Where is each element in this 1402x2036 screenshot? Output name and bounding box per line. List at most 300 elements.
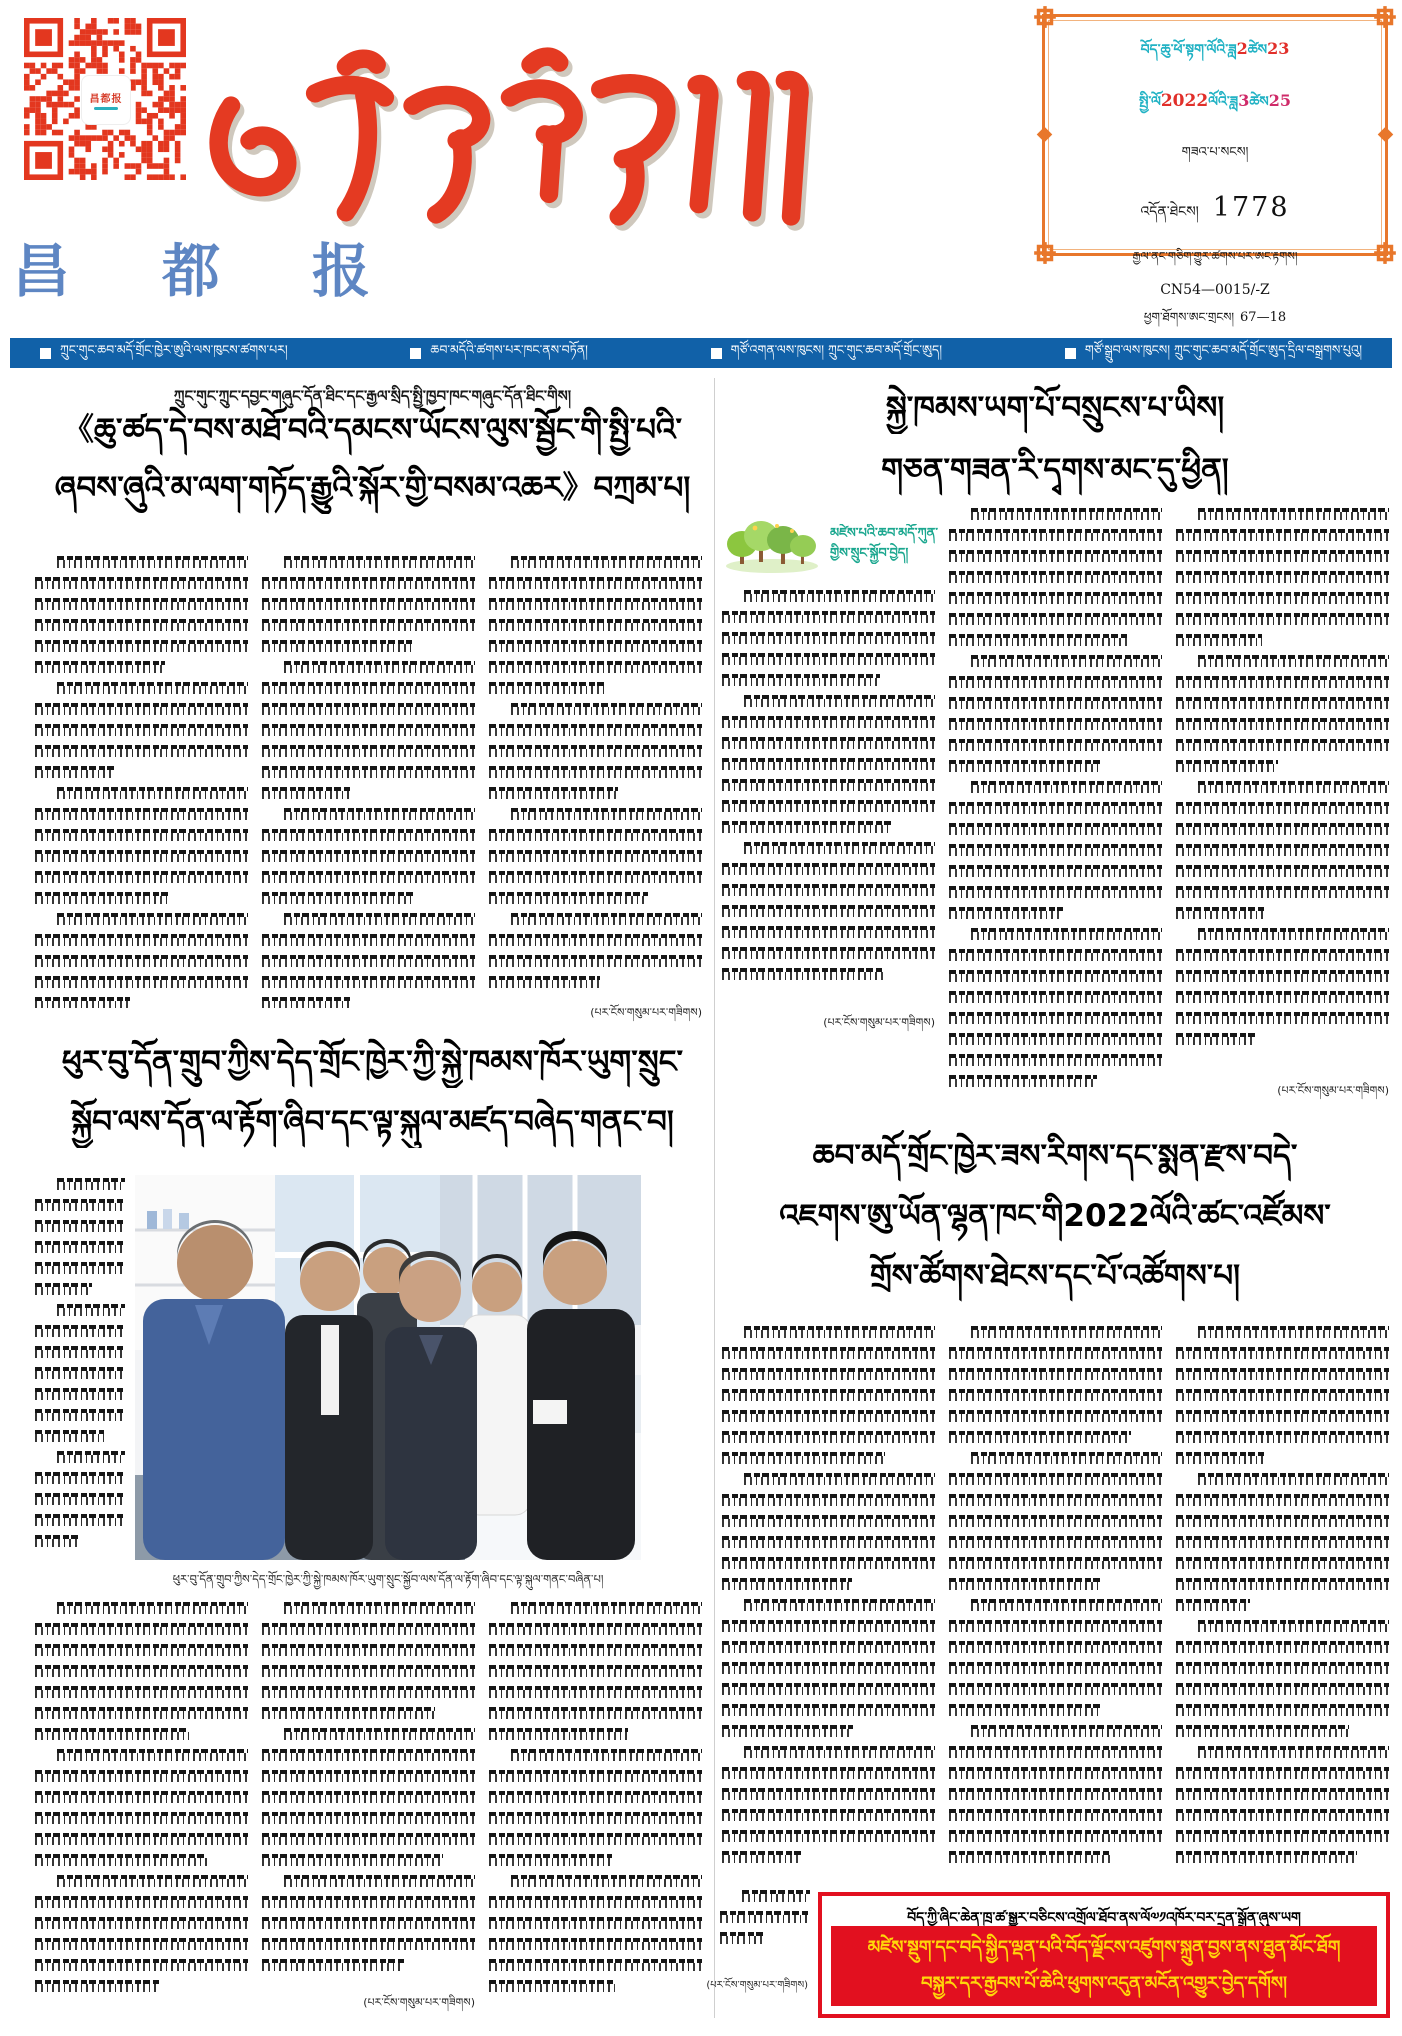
simulated-tibetan-text-line [722, 1389, 935, 1401]
simulated-tibetan-text-line [489, 934, 702, 946]
inspection-photo-illustration [135, 1175, 641, 1560]
banner-yellow-line2: བསྐྱར་དར་རྒྱབས་པོ་ཆེའི་ཕུགས་འདུན་མངོན་འགྱུར་བྱེད་དགོས། [921, 1973, 1287, 1994]
simulated-tibetan-text-line [35, 1262, 125, 1274]
gregorian-mid1: ལོའི་ཟླ [1208, 94, 1239, 110]
simulated-tibetan-text-line [35, 724, 248, 736]
simulated-tibetan-text-line [949, 1536, 1162, 1548]
simulated-tibetan-text-line [35, 1514, 125, 1526]
simulated-tibetan-text-line [1176, 1452, 1266, 1464]
simulated-tibetan-text-line [489, 1707, 702, 1719]
simulated-tibetan-text-line [262, 1749, 475, 1761]
simulated-tibetan-text-line [722, 905, 935, 917]
simulated-tibetan-text-line [35, 976, 248, 988]
simulated-tibetan-text-line [262, 682, 475, 694]
simulated-tibetan-text-line [262, 1665, 475, 1677]
simulated-tibetan-text-line [722, 1557, 935, 1569]
simulated-tibetan-text-line [1176, 760, 1278, 772]
simulated-paragraph [1176, 781, 1389, 919]
simulated-paragraph [949, 781, 1162, 919]
gregorian-date-line [1045, 85, 1385, 125]
simulated-tibetan-text-line [511, 913, 702, 925]
simulated-tibetan-text-line [489, 892, 648, 904]
simulated-tibetan-text-line [35, 892, 169, 904]
simulated-tibetan-text-line [971, 781, 1162, 793]
simulated-tibetan-text-line [35, 1241, 125, 1253]
info-bar-label: ཀྲུང་གུང་ཆབ་མདོ་གྲོང་ཁྱེར་ཨུའི་ལས་ཁུངས་ཚགས་པར། [60, 341, 288, 357]
simulated-tibetan-text-line [1176, 1494, 1389, 1506]
simulated-tibetan-text-line [489, 1686, 702, 1698]
simulated-tibetan-text-line [262, 1854, 443, 1866]
simulated-tibetan-text-line [57, 1749, 248, 1761]
simulated-paragraph [35, 1875, 248, 1992]
simulated-tibetan-text-line [1176, 739, 1389, 751]
simulated-tibetan-text-line [1176, 1767, 1389, 1779]
simulated-paragraph [720, 1890, 810, 1944]
simulated-tibetan-text-line [35, 1409, 125, 1421]
simulated-tibetan-text-line [949, 907, 1063, 919]
simulated-tibetan-text-line [489, 871, 702, 883]
simulated-tibetan-text-line [35, 640, 248, 652]
simulated-paragraph [1176, 928, 1389, 1045]
simulated-tibetan-text-line [949, 592, 1162, 604]
simulated-tibetan-text-line [722, 1536, 935, 1548]
simulated-tibetan-text-line [1176, 1704, 1389, 1716]
article-b-body-column-2 [262, 1602, 475, 1988]
simulated-tibetan-text-line [489, 766, 702, 778]
simulated-tibetan-text-line [1176, 1578, 1389, 1590]
simulated-tibetan-text-line [949, 1620, 1162, 1632]
simulated-tibetan-text-line [722, 737, 935, 749]
postal-label: ཕྱག་ཐོགས་ཨང་གྲངས། [1143, 310, 1235, 324]
simulated-tibetan-text-line [1198, 1746, 1389, 1758]
simulated-tibetan-text-line [35, 934, 248, 946]
simulated-tibetan-text-line [489, 1623, 702, 1635]
article-b-body-column-1 [35, 1602, 248, 2012]
banner-red-box [831, 1926, 1377, 2006]
simulated-tibetan-text-line [35, 766, 114, 778]
simulated-tibetan-text-line [1176, 949, 1389, 961]
simulated-tibetan-text-line [1176, 1536, 1389, 1548]
simulated-tibetan-text-line [35, 1535, 80, 1547]
simulated-tibetan-text-line [722, 1767, 935, 1779]
simulated-tibetan-text-line [722, 1704, 935, 1716]
photo-caption: ཕུར་བུ་དོན་གྲུབ་ཀྱིས་དེད་གྲོང་ཁྱེར་ཀྱི་སྐྱེ་ཁམས་ཁོར་ཡུག་སྲུང་སྐྱོབ་ལས་དོན་ལ་རྟོག་ཞིབ་དང་ལྟ་སྐུལ་གནང་བཞིན་པ། [172, 1572, 604, 1586]
simulated-tibetan-text-line [744, 590, 935, 602]
tibetan-date-prefix: བོད་ཆུ་ཕོ་སྟག་ལོའི་ཟླ [1140, 42, 1237, 58]
article-a-body-column-1 [35, 556, 248, 1008]
simulated-tibetan-text-line [1198, 508, 1389, 520]
simulated-tibetan-text-line [1176, 1683, 1389, 1695]
simulated-tibetan-text-line [489, 745, 702, 757]
simulated-tibetan-text-line [262, 1791, 475, 1803]
article-b-side-column [35, 1178, 125, 1558]
simulated-tibetan-text-line [35, 1220, 125, 1232]
simulated-tibetan-text-line [1176, 634, 1262, 646]
simulated-tibetan-text-line [489, 850, 702, 862]
simulated-tibetan-text-line [1176, 571, 1389, 583]
simulated-tibetan-text-line [262, 997, 350, 1008]
simulated-tibetan-text-line [35, 1854, 207, 1866]
square-bullet-icon [410, 348, 421, 359]
simulated-tibetan-text-line [57, 1875, 248, 1887]
simulated-tibetan-text-line [971, 1599, 1162, 1611]
simulated-tibetan-text-line [722, 1851, 802, 1863]
simulated-tibetan-text-line [949, 1389, 1162, 1401]
simulated-tibetan-text-line [949, 1473, 1162, 1485]
simulated-tibetan-text-line [971, 1725, 1162, 1737]
simulated-tibetan-text-line [722, 779, 935, 791]
simulated-tibetan-text-line [57, 787, 248, 799]
simulated-tibetan-text-line [971, 655, 1162, 667]
simulated-tibetan-text-line [722, 1662, 935, 1674]
simulated-paragraph [35, 556, 248, 673]
simulated-tibetan-text-line [949, 1662, 1162, 1674]
simulated-paragraph [722, 1746, 935, 1863]
simulated-tibetan-text-line [722, 884, 935, 896]
simulated-tibetan-text-line [1176, 865, 1389, 877]
gregorian-prefix: སྤྱི་ལོ [1138, 94, 1161, 110]
green-trees-icon [722, 512, 822, 576]
simulated-tibetan-text-line [949, 760, 1102, 772]
simulated-tibetan-text-line [489, 1791, 702, 1803]
column-divider-rule [714, 378, 715, 2018]
simulated-tibetan-text-line [1176, 613, 1389, 625]
masthead-info-bar [10, 338, 1392, 368]
simulated-tibetan-text-line [949, 1851, 1111, 1863]
simulated-tibetan-text-line [1176, 1515, 1389, 1527]
simulated-paragraph [262, 556, 475, 652]
simulated-tibetan-text-line [35, 1728, 189, 1740]
simulated-tibetan-text-line [1198, 1620, 1389, 1632]
simulated-tibetan-text-line [949, 802, 1162, 814]
simulated-tibetan-text-line [722, 947, 935, 959]
simulated-tibetan-text-line [949, 949, 1162, 961]
info-bar-item-sponsor [1065, 336, 1362, 371]
simulated-tibetan-text-line [1176, 1641, 1389, 1653]
simulated-tibetan-text-line [949, 1788, 1162, 1800]
issue-info-box [1042, 14, 1388, 325]
simulated-tibetan-text-line [949, 1368, 1162, 1380]
simulated-tibetan-text-line [1176, 823, 1389, 835]
simulated-tibetan-text-line [35, 619, 248, 631]
article-d-headline-line3: གྲོས་ཚོགས་ཐེངས་དང་པོ་འཚོགས་པ། [869, 1258, 1241, 1294]
simulated-tibetan-text-line [489, 1665, 702, 1677]
article-b-attribution: (པར་ངོས་གསུམ་པར་གཟིགས) [363, 1996, 475, 2009]
simulated-tibetan-text-line [1198, 781, 1389, 793]
eco-caption-line1: མཛེས་པའི་ཆབ་མདོ་ཀུན་ [829, 526, 938, 541]
banner-yellow-line1: མཛེས་སྡུག་དང་བདེ་སྐྱིད་ལྡན་པའི་བོད་ལྗོངས་འཛུགས་སྐྲུན་བྱས་ནས་ཐུན་མོང་ཐོག [867, 1937, 1341, 1958]
simulated-paragraph [35, 1749, 248, 1866]
simulated-tibetan-text-line [744, 842, 935, 854]
simulated-tibetan-text-line [720, 1911, 810, 1923]
simulated-tibetan-text-line [489, 1938, 702, 1950]
simulated-tibetan-text-line [949, 1075, 1097, 1087]
simulated-tibetan-text-line [722, 1515, 935, 1527]
simulated-tibetan-text-line [971, 928, 1162, 940]
simulated-tibetan-text-line [489, 724, 702, 736]
simulated-tibetan-text-line [284, 1728, 475, 1740]
info-bar-item-organ-paper [40, 336, 288, 371]
simulated-tibetan-text-line [722, 1494, 935, 1506]
article-c-body-column-1 [722, 590, 935, 1008]
simulated-tibetan-text-line [949, 1054, 1162, 1066]
simulated-tibetan-text-line [1176, 1389, 1389, 1401]
simulated-tibetan-text-line [1176, 550, 1389, 562]
info-bar-item-publisher [410, 336, 587, 371]
simulated-tibetan-text-line [1198, 928, 1389, 940]
simulated-tibetan-text-line [35, 1812, 248, 1824]
simulated-tibetan-text-line [57, 1304, 125, 1316]
simulated-tibetan-text-line [262, 976, 475, 988]
cn-number-line: CN54—0015/-Z [1160, 282, 1270, 298]
simulated-tibetan-text-line [284, 808, 475, 820]
simulated-paragraph [949, 508, 1162, 646]
simulated-paragraph [722, 1326, 935, 1464]
simulated-tibetan-text-line [949, 529, 1162, 541]
simulated-tibetan-text-line [722, 1809, 935, 1821]
simulated-tibetan-text-line [1176, 1809, 1389, 1821]
simulated-tibetan-text-line [511, 556, 702, 568]
info-bar-label: གཙོ་འགན་ལས་ཁུངས། ཀྲུང་གུང་ཆབ་མདོ་གྲོང་ཨུད། [730, 341, 943, 357]
simulated-tibetan-text-line [722, 716, 935, 728]
issue-number-line [1045, 192, 1385, 235]
tibetan-date-line [1045, 33, 1385, 73]
simulated-tibetan-text-line [262, 829, 475, 841]
simulated-tibetan-text-line [262, 640, 412, 652]
banner-black-line: བོད་ཀྱི་ཞིང་ཆེན་ཁྲ་ཚ་སྒྱུར་བཅིངས་འགྲོལ་ཐོབ་ནས་ལོ༧༡འཁོར་བར་དྲན་སྒྲོན་ཞུས་ཡག [907, 1910, 1301, 1926]
simulated-tibetan-text-line [35, 745, 248, 757]
simulated-paragraph [949, 1599, 1162, 1716]
article-c-attribution-col1: (པར་ངོས་གསུམ་པར་གཟིགས) [823, 1016, 935, 1029]
simulated-tibetan-text-line [1176, 1431, 1389, 1443]
simulated-paragraph [262, 1602, 475, 1719]
simulated-tibetan-text-line [35, 598, 248, 610]
eco-logo-caption [830, 524, 938, 564]
simulated-tibetan-text-line [949, 1704, 1101, 1716]
simulated-paragraph [262, 1728, 475, 1866]
simulated-tibetan-text-line [35, 1388, 125, 1400]
simulated-tibetan-text-line [489, 1980, 615, 1992]
simulated-tibetan-text-line [1176, 1725, 1349, 1737]
simulated-tibetan-text-line [1176, 1410, 1389, 1422]
simulated-tibetan-text-line [722, 1368, 935, 1380]
simulated-tibetan-text-line [489, 976, 600, 988]
simulated-tibetan-text-line [262, 619, 475, 631]
simulated-tibetan-text-line [722, 674, 880, 686]
simulated-tibetan-text-line [489, 1644, 702, 1656]
simulated-paragraph [35, 913, 248, 1008]
simulated-paragraph [722, 842, 935, 980]
simulated-tibetan-text-line [35, 1980, 159, 1992]
simulated-paragraph [1176, 1746, 1389, 1863]
simulated-tibetan-text-line [262, 892, 414, 904]
tibetan-date-mid: ཚེས [1247, 42, 1268, 58]
info-bar-label: ཆབ་མདོའི་ཚགས་པར་ཁང་ནས་བཏོན། [430, 341, 588, 357]
simulated-tibetan-text-line [949, 844, 1162, 856]
simulated-tibetan-text-line [722, 653, 935, 665]
gregorian-year: 2022 [1160, 91, 1209, 111]
article-b-headline-line2: སྐྱོབ་ལས་དོན་ལ་རྟོག་ཞིབ་དང་ལྟ་སྐུལ་མཛད་བཞེད་གནང་བ། [71, 1104, 674, 1140]
simulated-paragraph [489, 1875, 702, 1992]
simulated-tibetan-text-line [284, 556, 475, 568]
simulated-paragraph [1176, 1620, 1389, 1737]
simulated-tibetan-text-line [35, 1644, 248, 1656]
article-c-attribution-end: (པར་ངོས་གསུམ་པར་གཟིགས) [1277, 1084, 1389, 1097]
article-b-body-column-3 [489, 1602, 702, 2012]
simulated-paragraph [35, 787, 248, 904]
simulated-tibetan-text-line [489, 682, 604, 694]
simulated-tibetan-text-line [489, 1896, 702, 1908]
simulated-tibetan-text-line [489, 640, 702, 652]
simulated-tibetan-text-line [35, 1472, 125, 1484]
simulated-tibetan-text-line [722, 863, 935, 875]
article-d-body-column-1-tail [720, 1890, 810, 1965]
qr-center-badge [81, 75, 131, 125]
simulated-tibetan-text-line [35, 1430, 104, 1442]
simulated-tibetan-text-line [1176, 1012, 1389, 1024]
simulated-tibetan-text-line [1198, 1473, 1389, 1485]
simulated-tibetan-text-line [35, 997, 130, 1008]
simulated-tibetan-text-line [262, 1959, 404, 1971]
simulated-tibetan-text-line [489, 829, 702, 841]
article-d-body-column-3 [1176, 1326, 1389, 1878]
postal-number: 67—18 [1240, 310, 1287, 325]
simulated-tibetan-text-line [35, 1283, 92, 1295]
simulated-tibetan-text-line [35, 1623, 248, 1635]
eco-logo-block [722, 506, 938, 582]
simulated-tibetan-text-line [722, 758, 935, 770]
article-b-photo [135, 1175, 641, 1560]
simulated-tibetan-text-line [1176, 1830, 1389, 1842]
knot-icon [1032, 4, 1058, 30]
simulated-paragraph [489, 913, 702, 988]
simulated-tibetan-text-line [1176, 676, 1389, 688]
simulated-tibetan-text-line [949, 634, 1127, 646]
simulated-paragraph [262, 661, 475, 799]
simulated-tibetan-text-line [57, 1178, 125, 1190]
simulated-tibetan-text-line [1176, 844, 1389, 856]
simulated-tibetan-text-line [949, 1683, 1162, 1695]
simulated-tibetan-text-line [511, 1602, 702, 1614]
simulated-tibetan-text-line [262, 871, 475, 883]
article-d-headline-line1: ཆབ་མདོ་གྲོང་ཁྱེར་ཟས་རིགས་དང་སྨན་རྫས་བདེ་ [812, 1138, 1298, 1174]
simulated-tibetan-text-line [489, 1833, 702, 1845]
simulated-tibetan-text-line [35, 577, 248, 589]
simulated-tibetan-text-line [949, 1410, 1162, 1422]
simulated-tibetan-text-line [35, 1959, 248, 1971]
simulated-tibetan-text-line [1176, 1599, 1250, 1611]
qr-code [24, 18, 186, 180]
simulated-paragraph [35, 1602, 248, 1740]
simulated-tibetan-text-line [35, 850, 248, 862]
simulated-tibetan-text-line [35, 1791, 248, 1803]
tibetan-day: 23 [1267, 39, 1290, 58]
simulated-tibetan-text-line [742, 1890, 810, 1902]
simulated-tibetan-text-line [1176, 718, 1389, 730]
simulated-tibetan-text-line [57, 1451, 125, 1463]
simulated-tibetan-text-line [35, 661, 165, 673]
simulated-paragraph [1176, 1326, 1389, 1464]
simulated-paragraph [35, 1178, 125, 1295]
masthead-calligraphy [190, 40, 830, 240]
simulated-tibetan-text-line [35, 1199, 125, 1211]
info-bar-item-supervisor [711, 336, 942, 371]
simulated-tibetan-text-line [35, 1686, 248, 1698]
simulated-tibetan-text-line [262, 703, 475, 715]
simulated-tibetan-text-line [35, 1896, 248, 1908]
simulated-tibetan-text-line [262, 724, 475, 736]
simulated-tibetan-text-line [722, 968, 884, 980]
qr-badge-underline [94, 107, 118, 110]
simulated-paragraph [949, 1452, 1162, 1590]
simulated-tibetan-text-line [949, 1809, 1162, 1821]
simulated-tibetan-text-line [262, 1833, 475, 1845]
simulated-tibetan-text-line [949, 1578, 1100, 1590]
simulated-tibetan-text-line [511, 1749, 702, 1761]
article-d-body-column-2 [949, 1326, 1162, 1878]
simulated-tibetan-text-line [949, 1830, 1162, 1842]
simulated-paragraph [489, 808, 702, 904]
simulated-tibetan-text-line [489, 1812, 702, 1824]
simulated-tibetan-text-line [489, 661, 702, 673]
simulated-tibetan-text-line [489, 1854, 612, 1866]
issue-label: འདོན་ཐེངས། [1140, 204, 1199, 220]
simulated-paragraph [722, 695, 935, 833]
simulated-tibetan-text-line [949, 1494, 1162, 1506]
eco-caption-line2: གྱིས་སྲུང་སྐྱོབ་བྱེད། [829, 546, 909, 561]
simulated-paragraph [262, 913, 475, 1008]
simulated-tibetan-text-line [949, 1033, 1162, 1045]
simulated-tibetan-text-line [489, 787, 618, 799]
simulated-tibetan-text-line [262, 1770, 475, 1782]
simulated-tibetan-text-line [971, 1452, 1162, 1464]
simulated-tibetan-text-line [489, 1917, 702, 1929]
simulated-paragraph [1176, 508, 1389, 646]
article-c-headline-line1: སྐྱེ་ཁམས་ཡག་པོ་བསྲུངས་པ་ཡིས། [885, 390, 1225, 426]
simulated-tibetan-text-line [949, 739, 1162, 751]
simulated-tibetan-text-line [722, 926, 935, 938]
simulated-paragraph [35, 1451, 125, 1547]
simulated-tibetan-text-line [262, 577, 475, 589]
simulated-tibetan-text-line [262, 1896, 475, 1908]
article-d-attribution: (པར་ངོས་གསུམ་པར་གཟིགས) [706, 1980, 808, 1991]
simulated-paragraph [489, 1602, 702, 1740]
simulated-tibetan-text-line [262, 766, 475, 778]
simulated-tibetan-text-line [949, 1746, 1162, 1758]
simulated-tibetan-text-line [949, 970, 1162, 982]
simulated-tibetan-text-line [35, 1665, 248, 1677]
simulated-tibetan-text-line [262, 1812, 475, 1824]
info-bar-label: གཙོ་སྒྲུབ་ལས་ཁུངས། ཀྲུང་གུང་ཆབ་མདོ་གྲོང་ཨུད་དྲིལ་བསྒྲགས་པུའུ། [1084, 341, 1362, 357]
simulated-paragraph [949, 1326, 1162, 1443]
simulated-paragraph [949, 1725, 1162, 1863]
simulated-paragraph [35, 1304, 125, 1442]
simulated-tibetan-text-line [1176, 991, 1389, 1003]
simulated-tibetan-text-line [262, 1644, 475, 1656]
simulated-tibetan-text-line [35, 1346, 125, 1358]
simulated-tibetan-text-line [262, 1938, 475, 1950]
simulated-tibetan-text-line [35, 955, 248, 967]
article-a-attribution: (པར་ངོས་གསུམ་པར་གཟིགས) [590, 1006, 702, 1019]
simulated-tibetan-text-line [262, 598, 475, 610]
simulated-tibetan-text-line [1176, 1788, 1389, 1800]
simulated-tibetan-text-line [722, 1830, 935, 1842]
article-c-body-column-2 [949, 508, 1162, 1096]
simulated-tibetan-text-line [35, 1493, 125, 1505]
simulated-tibetan-text-line [262, 1917, 475, 1929]
simulated-tibetan-text-line [262, 745, 475, 757]
simulated-tibetan-text-line [1176, 592, 1389, 604]
